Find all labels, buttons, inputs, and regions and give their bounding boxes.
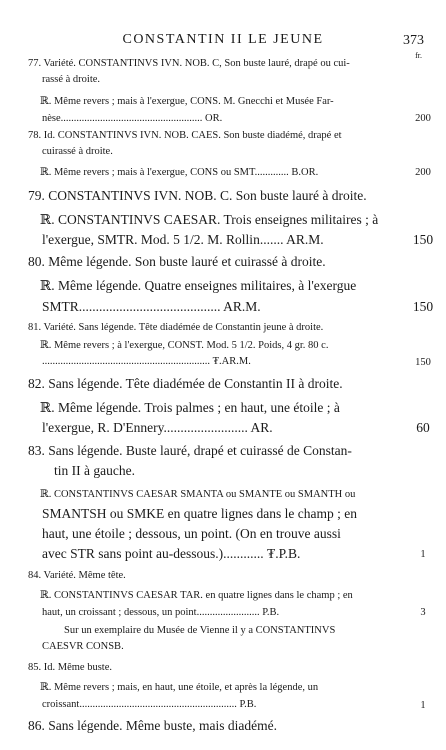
- catalog-line: rassé à droite.: [42, 74, 101, 85]
- catalog-line: ℝ. Même revers ; mais à l'exergue, CONS. M. Gnecchi et Musée Far-: [40, 96, 334, 107]
- catalog-line: 81. Variété. Sans légende. Tête diadémée de Constantin jeune à droite.: [28, 322, 324, 333]
- catalog-line: SMTR.......................................... AR.M.: [42, 299, 261, 314]
- catalog-value: 60: [416, 420, 430, 435]
- catalog-value: 1: [420, 549, 426, 560]
- catalog-line: 86. Sans légende. Même buste, mais diadémé.: [28, 718, 277, 733]
- catalog-line: croissant............................................................ P.B.: [42, 699, 257, 710]
- running-title: CONSTANTIN II LE JEUNE: [122, 32, 324, 47]
- catalog-line: 78. Id. CONSTANTINVS IVN. NOB. CAES. Son buste diadémé, drapé et: [28, 130, 342, 141]
- column-unit-label: fr.: [415, 51, 422, 60]
- catalog-note: Sur un exemplaire du Musée de Vienne il y a CONSTANTINVS: [64, 625, 336, 636]
- catalog-line: avec STR sans point au-dessous.)............ ₮.P.B.: [42, 546, 301, 561]
- catalog-line: l'exergue, SMTR. Mod. 5 1/2. M. Rollin....... AR.M.: [42, 232, 324, 247]
- catalog-line: haut, une étoile ; dessous, un point. (On en trouve aussi: [42, 526, 341, 541]
- catalog-line: ℝ. Même légende. Trois palmes ; en haut, une étoile ; à: [40, 400, 340, 415]
- catalog-value: 3: [420, 607, 426, 618]
- catalog-line: 83. Sans légende. Buste lauré, drapé et cuirassé de Constan-: [28, 443, 352, 458]
- catalog-line: ℝ. CONSTANTINVS CAESAR. Trois enseignes militaires ; à: [40, 212, 379, 227]
- catalog-value: 150: [412, 299, 434, 314]
- catalog-line: 77. Variété. CONSTANTINVS IVN. NOB. C, Son buste lauré, drapé ou cui-: [28, 58, 350, 69]
- catalog-line: 84. Variété. Même tête.: [28, 570, 126, 581]
- catalog-line: 85. Id. Même buste.: [28, 662, 112, 673]
- catalog-line: nèse...................................................... OR.: [42, 113, 223, 124]
- catalog-line: ℝ. CONSTANTINVS CAESAR TAR. en quatre lignes dans le champ ; en: [40, 590, 353, 601]
- catalog-value: 200: [415, 113, 431, 124]
- catalog-line: cuirassé à droite.: [42, 146, 113, 157]
- catalog-value: 150: [415, 357, 431, 368]
- catalog-value: 200: [415, 167, 431, 178]
- catalog-line: ℝ. CONSTANTINVS CAESAR SMANTA ou SMANTE ou SMANTH ou: [40, 489, 356, 500]
- catalog-line: l'exergue, R. D'Ennery......................... AR.: [42, 420, 273, 435]
- catalog-line: ................................................................ ₮.AR.M.: [42, 356, 251, 367]
- catalog-line: ℝ. Même revers ; à l'exergue, CONST. Mod. 5 1/2. Poids, 4 gr. 80 c.: [40, 340, 329, 351]
- catalog-note: CAESVR CONSB.: [42, 641, 124, 652]
- catalog-line: haut, un croissant ; dessous, un point........................ P.B.: [42, 607, 280, 618]
- catalog-line: ℝ. Même revers ; mais, en haut, une étoile, et après la légende, un: [40, 682, 319, 693]
- catalog-line: ℝ. Même revers ; mais à l'exergue, CONS ou SMT............. B.OR.: [40, 167, 319, 178]
- catalog-line: tin II à gauche.: [54, 463, 135, 478]
- catalog-line: ℝ. Même légende. Quatre enseignes militaires, à l'exergue: [40, 278, 357, 293]
- catalog-line: SMANTSH ou SMKE en quatre lignes dans le champ ; en: [42, 506, 357, 521]
- catalog-value: 1: [420, 700, 426, 711]
- catalog-line: 82. Sans légende. Tête diadémée de Constantin II à droite.: [28, 376, 343, 391]
- catalog-value: 150: [412, 232, 434, 247]
- page-number: 373: [403, 33, 424, 48]
- catalog-line: 79. CONSTANTINVS IVN. NOB. C. Son buste lauré à droite.: [28, 188, 367, 203]
- catalog-line: 80. Même légende. Son buste lauré et cuirassé à droite.: [28, 254, 326, 269]
